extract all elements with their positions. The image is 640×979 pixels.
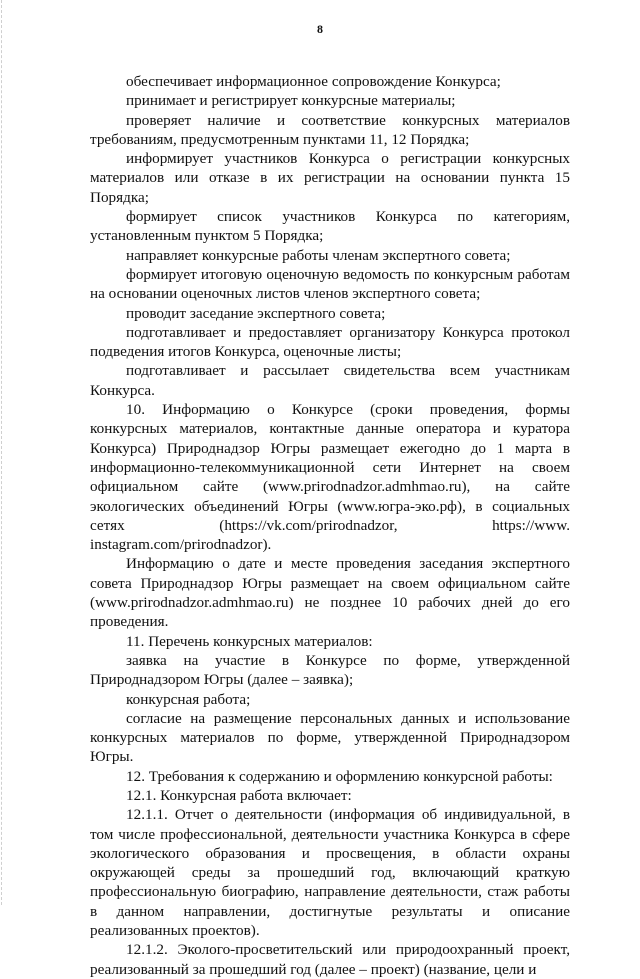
paragraph: 11. Перечень конкурсных материалов: (126, 632, 373, 650)
paragraph: обеспечивает информационное сопровождение Конкурса; (126, 73, 501, 90)
paragraph: заявка на участие в Конкурсе по форме, утвержденной Природнадзором Югры (далее – заявка); (90, 651, 570, 689)
paragraph: направляет конкурсные работы членам экспертного совета; (126, 246, 511, 264)
page-number: 8 (317, 22, 323, 36)
paragraph: согласие на размещение персональных данных и использование конкурсных материалов по форме, утвержденной Природнадзором Югры. (90, 709, 570, 766)
paragraph: Информацию о дате и месте проведения заседания экспертного совета Природнадзор Югры размещает на своем официальном сайте (www.prirodnadzor.admhmao.ru) не позднее 10 рабочих дней до его проведения. (90, 555, 570, 631)
paragraph: проводит заседание экспертного совета; (126, 304, 386, 322)
paragraph: информирует участников Конкурса о регистрации конкурсных материалов или отказе в их регистрации на основании пункта 15 Порядка; (90, 150, 570, 206)
paragraph: 12.1. Конкурсная работа включает: (126, 786, 352, 804)
document-body (90, 72, 570, 979)
paragraph: конкурсная работа; (126, 690, 251, 708)
paragraph: 10. Информацию о Конкурсе (сроки проведения, формы конкурсных материалов, контактные данные оператора и куратора Конкурса) Природнадзор Югры размещает ежегодно до 1 марта в информационно-телекоммуникационной сети Интернет на своем официальном сайте (www.prirodnadzor.admhmao.ru), на сайте экологических объединений Югры (www.югра-эко.рф), в социальных сетях (https://vk.com/prirodnadzor, https://www. instagram.com/prirodnadzor). (90, 401, 570, 554)
paragraph: подготавливает и предоставляет организатору Конкурса протокол подведения итогов Конкурса, оценочные листы; (90, 323, 570, 361)
paragraph: проверяет наличие и соответствие конкурсных материалов требованиям, предусмотренным пунктами 11, 12 Порядка; (90, 111, 570, 148)
paragraph: подготавливает и рассылает свидетельства всем участникам Конкурса. (90, 362, 570, 399)
page-edge (1, 0, 2, 905)
paragraph: формирует список участников Конкурса по категориям, установленным пунктом 5 Порядка; (90, 208, 570, 245)
paragraph: формирует итоговую оценочную ведомость по конкурсным работам на основании оценочных листов членов экспертного совета; (90, 265, 570, 303)
paragraph: 12.1.1. Отчет о деятельности (информация об индивидуальной, в том числе профессиональной, деятельности участника Конкурса в сфере экологического образования и просвещения, в области охраны окружающей среды за прошедший год, включающий краткую профессиональную биографию, направление деятельности, стаж работы в данном направлении, достигнутые результаты и описание реализованных проектов). (90, 806, 570, 940)
paragraph: 12.1.2. Эколого-просветительский или природоохранный проект, реализованный за прошедший год (далее – проект) (название, цели и (90, 941, 570, 978)
paragraph: принимает и регистрирует конкурсные материалы; (126, 92, 456, 110)
paragraph: 12. Требования к содержанию и оформлению конкурсной работы: (126, 767, 553, 785)
